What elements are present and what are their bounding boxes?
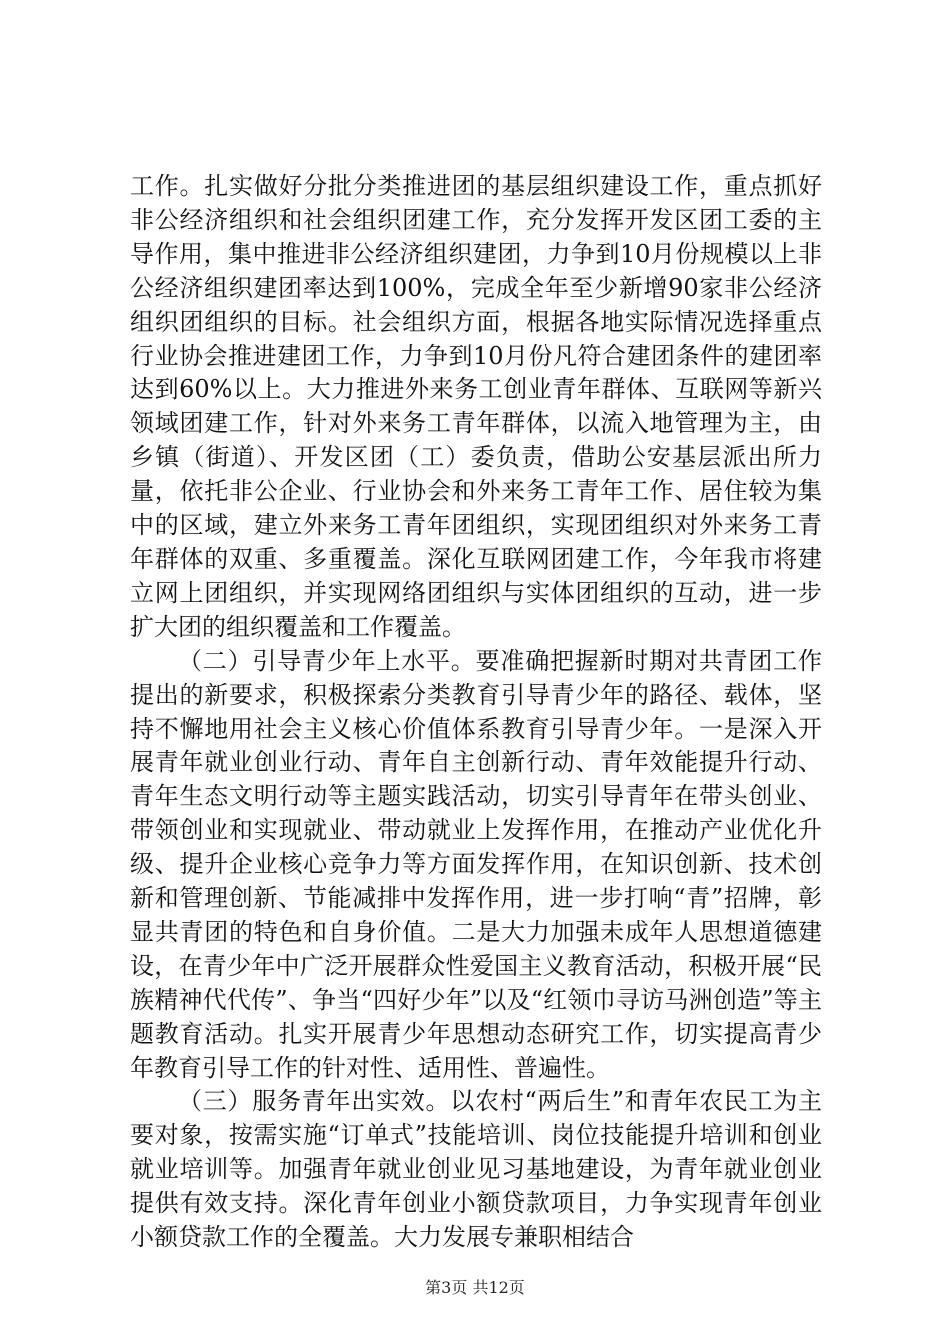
page-footer: 第3页 共12页 bbox=[425, 1278, 525, 1297]
paragraph-3: （三）服务青年出实效。以农村“两后生”和青年农民工为主要对象，按需实施“订单式”技能培训、岗位技能提升培训和创业就业培训等。加强青年就业创业见习基地建设，为青年就业创业提供有效支持。深化青年创业小额贷款项目，力争实现青年创业小额贷款工作的全覆盖。大力发展专兼职相结合 bbox=[130, 1087, 822, 1252]
paragraph-2: （二）引导青少年上水平。要准确把握新时期对共青团工作提出的新要求，积极探索分类教育引导青少年的路径、载体，坚持不懈地用社会主义核心价值体系教育引导青少年。一是深入开展青年就业创业行动、青年自主创新行动、青年效能提升行动、青年生态文明行动等主题实践活动，切实引导青年在带头创业、带领创业和实现就业、带动就业上发挥作用，在推动产业优化升级、提升企业核心竞争力等方面发挥作用，在知识创新、技术创新和管理创新、节能减排中发挥作用，进一步打响“青”招牌，彰显共青团的特色和自身价值。二是大力加强未成年人思想道德建设，在青少年中广泛开展群众性爱国主义教育活动，积极开展“民族精神代代传”、争当“四好少年”以及“红领巾寻访马洲创造”等主题教育活动。扎实开展青少年思想动态研究工作，切实提高青少年教育引导工作的针对性、适用性、普遍性。 bbox=[130, 646, 822, 1082]
document-body bbox=[130, 170, 822, 1255]
paragraph-1: 工作。扎实做好分批分类推进团的基层组织建设工作，重点抓好非公经济组织和社会组织团建工作，充分发挥开发区团工委的主导作用，集中推进非公经济组织建团，力争到10月份规模以上非公经济组织建团率达到100%，完成全年至少新增90家非公经济组织团组织的目标。社会组织方面，根据各地实际情况选择重点行业协会推进建团工作，力争到10月份凡符合建团条件的建团率达到60%以上。大力推进外来务工创业青年群体、互联网等新兴领域团建工作，针对外来务工青年群体，以流入地管理为主，由乡镇（街道）、开发区团（工）委负责，借助公安基层派出所力量，依托非公企业、行业协会和外来务工青年工作、居住较为集中的区域，建立外来务工青年团组织，实现团组织对外来务工青年群体的双重、多重覆盖。深化互联网团建工作，今年我市将建立网上团组织，并实现网络团组织与实体团组织的互动，进一步扩大团的组织覆盖和工作覆盖。 bbox=[130, 172, 822, 641]
